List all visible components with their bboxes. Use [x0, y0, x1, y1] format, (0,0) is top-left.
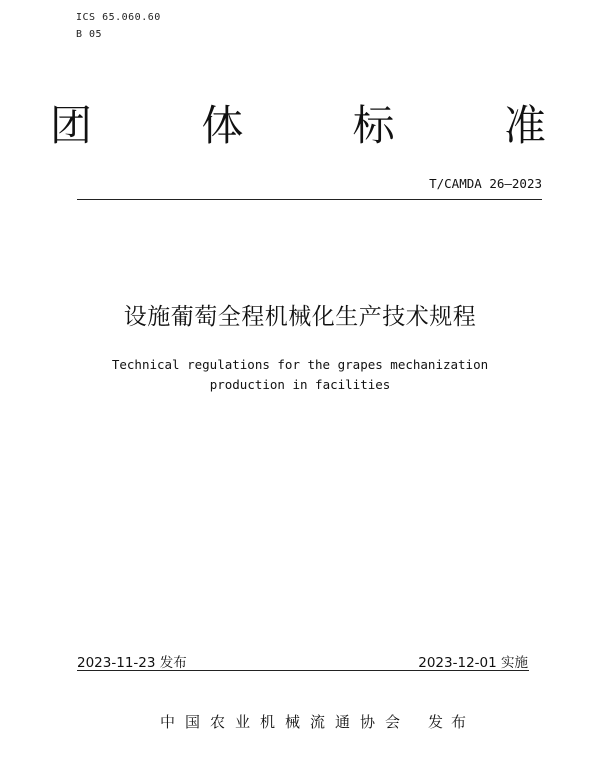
english-title-line-1: Technical regulations for the grapes mechanization — [111, 357, 489, 372]
publisher-name: 中国农业机械流通协会 — [160, 713, 411, 731]
publish-label: 发布 — [428, 713, 475, 731]
chinese-title: 设施葡萄全程机械化生产技术规程 — [123, 304, 477, 330]
footer-divider — [77, 670, 529, 671]
ics-code: ICS 65.060.60 — [76, 12, 161, 23]
standard-type-title: 团 体 标 准 — [49, 101, 595, 150]
english-title — [0, 355, 600, 395]
ccs-code: B 05 — [76, 29, 103, 40]
standard-number: T/CAMDA 26—2023 — [429, 176, 542, 191]
header-divider — [77, 199, 542, 200]
issue-date: 2023-11-23 发布 — [77, 655, 187, 671]
implementation-date: 2023-12-01 实施 — [418, 655, 528, 671]
english-title-line-2: production in facilities — [209, 377, 391, 392]
